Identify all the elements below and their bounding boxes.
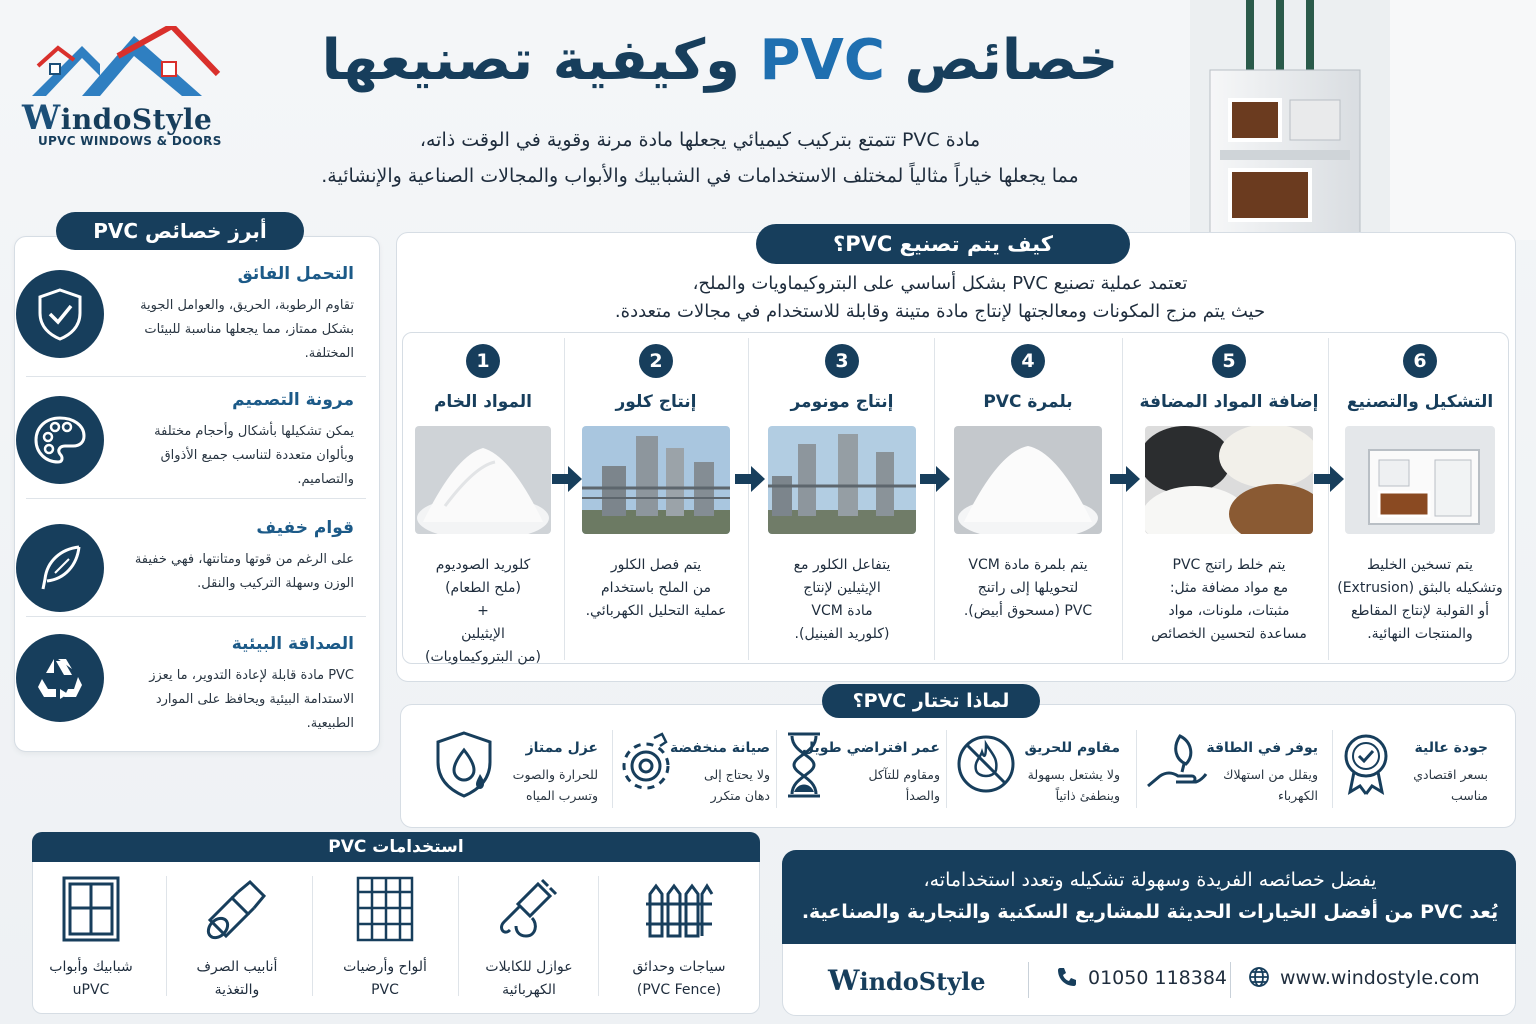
why-desc-line: ولا يحتاج إلى <box>703 767 770 782</box>
property-desc: على الرغم من قوتها ومتانتها، فهي خفيفة الوزن وسهلة التركيب والنقل. <box>134 552 354 591</box>
footer-text <box>800 864 1500 928</box>
why-item-fire-resistant <box>956 728 1120 808</box>
step-desc-line: يتم تسخين الخليط <box>1367 557 1473 573</box>
profile-image <box>1345 426 1495 534</box>
step-desc-line: يتم بلمرة مادة VCM <box>968 557 1088 573</box>
step-title: إنتاج مونومر <box>790 392 894 412</box>
step-number: 6 <box>1403 344 1437 378</box>
why-desc-line: ولا يشتعل بسهولة <box>1027 767 1120 782</box>
property-desc: PVC مادة قابلة لإعادة التدوير، ما يعزز الاستدامة البيئية ويحافظ على الموارد الطبيعية. <box>149 668 354 731</box>
step-desc-line: يتفاعل الكلور مع <box>793 557 891 573</box>
divider <box>564 338 565 660</box>
why-desc-line: الكهرباء <box>1277 788 1318 803</box>
why-title: جودة عالية <box>1414 740 1488 756</box>
step-number: 4 <box>1011 344 1045 378</box>
use-label: شبابيك وأبواب <box>49 959 133 975</box>
why-choose-title: لماذا تختار PVC؟ <box>822 684 1040 718</box>
pipe-icon <box>202 874 272 944</box>
feather-icon <box>16 524 104 612</box>
use-label: عوازل للكابلات <box>485 959 573 975</box>
why-title: صيانة منخفضة <box>670 740 770 756</box>
why-item-long-life <box>784 728 940 808</box>
why-desc-line: وينطفئ ذاتياً <box>1055 788 1120 803</box>
why-desc-line: ومقاوم للتآكل <box>868 767 940 782</box>
step-desc-line: مثبتات، ملونات، مواد <box>1168 603 1290 619</box>
step-number: 2 <box>639 344 673 378</box>
why-title: مقاوم للحريق <box>1024 740 1120 756</box>
manufacturing-intro <box>460 270 1420 326</box>
step-title: إضافة المواد المضافة <box>1139 392 1319 412</box>
plant-image <box>768 426 916 534</box>
title-part-2: وكيفية تصنيعها <box>321 28 740 93</box>
step-desc-line: يتم خلط راتنج PVC <box>1172 557 1286 573</box>
step-monomer-production <box>760 338 924 660</box>
powder-image <box>954 426 1102 534</box>
step-desc-line: (من البتروكيماويات) <box>425 649 541 665</box>
divider <box>26 616 366 617</box>
title-part-1: خصائص <box>904 28 1119 93</box>
step-number: 3 <box>825 344 859 378</box>
granules-image <box>1145 426 1313 534</box>
plant-image <box>582 426 730 534</box>
step-desc-line: والمنتجات النهائية. <box>1367 626 1473 642</box>
powder-image <box>415 426 551 534</box>
divider <box>26 376 366 377</box>
use-panels-flooring <box>312 870 458 1006</box>
use-windows-doors <box>18 870 164 1006</box>
step-desc-line: مع مواد مضافة مثل: <box>1169 580 1289 596</box>
why-desc-line: للحرارة والصوت <box>512 767 598 782</box>
use-pipes <box>164 870 310 1006</box>
step-desc-line: كلوريد الصوديوم <box>435 557 531 573</box>
use-label: uPVC <box>72 982 110 998</box>
property-title: مرونة التصميم <box>232 390 354 410</box>
property-design-flexibility <box>12 390 354 500</box>
phone-number[interactable]: 01050 118384 <box>1088 967 1228 989</box>
use-label: ألواح وأرضيات <box>343 959 427 975</box>
divider <box>1136 730 1137 808</box>
why-desc-line: والصدأ <box>905 788 940 803</box>
why-desc-line: بسعر اقتصادي <box>1413 767 1488 782</box>
window-profile-image <box>1190 0 1536 240</box>
divider <box>1328 338 1329 660</box>
property-durability <box>12 264 354 374</box>
why-item-low-maintenance <box>620 728 770 808</box>
shield-drop-icon <box>434 730 494 800</box>
property-title: قوام خفيف <box>256 518 354 538</box>
intro-line: مما يجعلها خياراً مثالياً لمختلف الاستخدامات في الشبابيك والأبواب والمجالات الصناعية والإنشائية. <box>321 165 1079 187</box>
intro-line: تعتمد عملية تصنيع PVC بشكل أساسي على البتروكيماويات والملح، <box>692 273 1188 294</box>
divider <box>1028 962 1029 998</box>
why-title: عمر افتراضي طويل <box>801 740 940 756</box>
use-label: (PVC Fence) <box>636 982 722 998</box>
divider <box>458 876 459 996</box>
brand-logo <box>22 26 222 156</box>
step-desc-line: عملية التحليل الكهربائي. <box>585 603 727 619</box>
step-title: إنتاج كلور <box>615 392 697 412</box>
property-title: الصداقة البيئية <box>231 634 354 654</box>
step-desc-line: يتم فصل الكلور <box>610 557 702 573</box>
divider <box>166 876 167 996</box>
property-lightweight <box>12 518 354 618</box>
use-label: سياجات وحدائق <box>632 959 726 975</box>
no-fire-icon <box>956 730 1018 800</box>
page-title <box>320 28 1120 93</box>
why-title: يوفر في الطاقة <box>1206 740 1318 756</box>
why-desc-line: وتسرب المياه <box>526 788 598 803</box>
footer-brand <box>828 964 986 997</box>
property-desc: يمكن تشكيلها بأشكال وأحجام مختلفة وبألوان متعددة لتناسب جميع الأذواق والتصاميم. <box>154 424 354 487</box>
step-title: المواد الخام <box>433 392 533 412</box>
divider <box>312 876 313 996</box>
step-chlorine-production <box>574 338 738 660</box>
step-desc-line: الإيثيلين <box>461 626 505 642</box>
why-item-quality <box>1340 728 1488 808</box>
cable-icon <box>494 874 564 944</box>
intro-text <box>250 122 1150 194</box>
divider <box>1122 338 1123 660</box>
step-desc-line: مساعدة لتحسين الخصائص <box>1151 626 1307 642</box>
footer-line: يُعد PVC من أفضل الخيارات الحديثة للمشاريع السكنية والتجارية والصناعية. <box>801 901 1499 923</box>
phone-contact[interactable] <box>1056 966 1227 989</box>
why-item-insulation <box>434 728 598 808</box>
use-label: الكهربائية <box>502 982 556 998</box>
hourglass-icon <box>784 730 824 800</box>
divider <box>748 338 749 660</box>
phone-icon <box>1056 966 1078 988</box>
why-desc-line: دهان متكرر <box>710 788 770 803</box>
why-title: عزل ممتاز <box>525 740 598 756</box>
website-link[interactable] <box>1248 966 1480 989</box>
use-label: PVC <box>371 982 399 998</box>
divider <box>1230 962 1231 998</box>
step-desc-line: PVC (مسحوق أبيض). <box>963 603 1093 619</box>
panel-icon <box>350 874 420 944</box>
brand-initial: W <box>828 964 860 997</box>
step-desc-line: (ملح الطعام) <box>445 580 521 596</box>
brand-tagline: UPVC WINDOWS & DOORS <box>38 134 222 148</box>
shield-check-icon <box>16 270 104 358</box>
step-number: 1 <box>466 344 500 378</box>
use-label: والتغذية <box>214 982 260 998</box>
step-desc-line: وتشكيله بالبثق (Extrusion) <box>1337 580 1503 596</box>
step-desc-line: لتحويلها إلى راتنج <box>977 580 1079 596</box>
window-icon <box>56 874 126 944</box>
fence-icon <box>644 874 714 944</box>
website-url[interactable]: www.windostyle.com <box>1280 967 1480 989</box>
step-pvc-polymerization <box>944 338 1112 660</box>
palette-icon <box>16 396 104 484</box>
step-additives <box>1130 338 1328 660</box>
use-fence <box>606 870 752 1006</box>
step-desc-line: أو القولبة لإنتاج المقاطع <box>1350 603 1490 619</box>
manufacturing-title: كيف يتم تصنيع PVC؟ <box>756 224 1130 264</box>
why-desc-line: ويقلل من استهلاك <box>1223 767 1318 782</box>
step-shaping <box>1336 338 1504 660</box>
hand-leaf-icon <box>1146 730 1208 800</box>
property-desc: تقاوم الرطوبة، الحريق، والعوامل الجوية بشكل ممتاز، مما يجعلها مناسبة للبيئات المختلفة. <box>140 298 354 361</box>
intro-line: مادة PVC تتمتع بتركيب كيميائي يجعلها مادة مرنة وقوية في الوقت ذاته، <box>419 129 981 151</box>
intro-line: حيث يتم مزج المكونات ومعالجتها لإنتاج مادة متينة وقابلة للاستخدام في مجالات متعددة. <box>614 301 1266 322</box>
step-title: التشكيل والتصنيع <box>1346 392 1494 412</box>
brand-name: indoStyle <box>859 967 986 996</box>
divider <box>776 730 777 808</box>
step-number: 5 <box>1212 344 1246 378</box>
step-desc-line: مادة VCM <box>811 603 873 619</box>
step-title: بلمرة PVC <box>983 392 1073 412</box>
title-pvc: PVC <box>759 28 885 93</box>
use-label: أنابيب الصرف <box>196 959 278 975</box>
brand-initial: W <box>22 98 61 138</box>
footer-line: يفضل خصائصه الفريدة وسهولة تشكيله وتعدد استخداماته، <box>923 869 1377 891</box>
divider <box>1332 730 1333 808</box>
step-desc-line: من الملح باستخدام <box>600 580 712 596</box>
award-badge-icon <box>1340 730 1392 800</box>
step-desc-line: (كلوريد الفينيل). <box>794 626 890 642</box>
property-title: التحمل الفائق <box>237 264 354 284</box>
use-cable-insulation <box>456 870 602 1006</box>
gear-icon <box>620 730 672 800</box>
house-roof-icon <box>22 26 222 106</box>
properties-title: أبرز خصائص PVC <box>56 212 304 250</box>
property-eco-friendly <box>12 634 354 744</box>
divider <box>612 730 613 808</box>
step-desc-line: + <box>477 603 489 619</box>
why-item-energy <box>1146 728 1318 808</box>
why-desc-line: مناسب <box>1450 788 1488 803</box>
uses-title: استخدامات PVC <box>32 832 760 862</box>
divider <box>946 730 947 808</box>
step-desc-line: الإيثيلين لإنتاج <box>803 580 881 596</box>
globe-icon <box>1248 966 1270 988</box>
recycle-icon <box>16 634 104 722</box>
divider <box>26 498 366 499</box>
divider <box>934 338 935 660</box>
brand-name: indoStyle <box>60 103 213 136</box>
step-raw-materials <box>406 338 560 665</box>
